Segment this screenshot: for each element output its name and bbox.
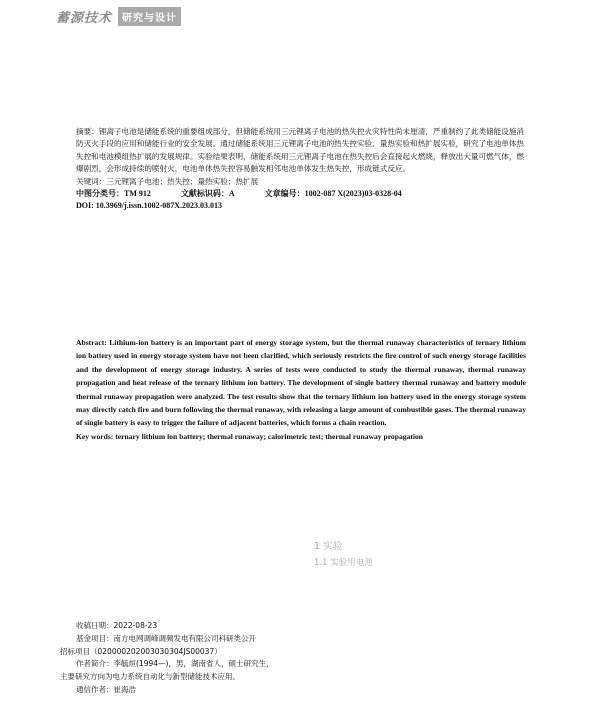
fund-line-2: 招标项目（020000202003030304JS00037） [60, 646, 222, 656]
article-number: 文章编号：1002-087 X(2023)03-0328-04 [264, 189, 402, 199]
chinese-abstract: 摘要：锂离子电池是储能系统的重要组成部分，但储能系统用三元锂离子电池的热失控火灾特性尚未厘清，严重制约了此类储能设施消防灭火手段的应用和储能行业的安全发展。通过储能系统用三元锂离子电池的热失控实验、量热实验和热扩展实验，研究了电池单体热失控和电池模组热扩展的发展规律。实验结果表明，储能系统用三元锂离子电池在热失控后会直接起火燃烧，释放出大量可燃气体，燃爆剧烈，会形成持续的喷射火，电池单体热失控容易触发相邻电池单体发生热失控，形成链式反应。 [76, 127, 525, 174]
section-heading: 1 实验 [314, 541, 343, 552]
journal-header [56, 6, 181, 26]
received-date: 收稿日期：2022-08-23 [76, 621, 158, 630]
chinese-keywords: 关键词：三元锂离子电池；热失控；量热实验；热扩展 [76, 176, 259, 186]
corresponding-author: 通信作者：崔海浩 [76, 684, 136, 694]
document-code: 文献标识码：A [180, 189, 235, 199]
chinese-abstract-block [76, 126, 526, 213]
doi: DOI: 10.3969/j.issn.1002-087X.2023.03.013 [76, 201, 223, 211]
journal-name: 蓄源技术 [56, 10, 113, 26]
english-abstract: Abstract: Lithium-ion battery is an important part of energy storage system, but the thermal runaway characteristics of ternary lithium ion battery used in energy storage system have not been clarified, which seriously restricts the fire control of such energy storage facilities and the development of energy storage industry. A series of tests were conducted to study the thermal runaway, thermal runaway propagation and heat release of the ternary lithium ion battery. The development of single battery thermal runaway and battery module thermal runaway propagation were analyzed. The test results show that the ternary lithium ion battery used in the energy storage system may directly catch fire and burn following the thermal runaway, with releasing a large amount of combustible gases. The thermal runaway of single battery is easy to trigger the failure of adjacent batteries, which forms a chain reaction. [76, 338, 526, 428]
section-badge: 研究与设计 [118, 7, 181, 26]
fund-line-1: 基金项目：南方电网调峰调频发电有限公司科研类公开 [76, 633, 256, 643]
english-keywords: Key words: ternary lithium ion battery; thermal runaway; calorimetric test; thermal runaway propagation [76, 431, 424, 441]
subsection-heading: 1.1 实验用电池 [314, 558, 373, 568]
author-line-1: 作者简介：李毓烜(1994—)，男，湖南省人，硕士研究生， [76, 659, 274, 669]
classification-line [76, 188, 526, 200]
footnote [60, 620, 360, 697]
author-line-2: 主要研究方向为电力系统自动化与新型储能技术应用。 [60, 672, 240, 682]
clc-number: 中图分类号：TM 912 [76, 189, 151, 199]
english-abstract-block [76, 336, 526, 443]
